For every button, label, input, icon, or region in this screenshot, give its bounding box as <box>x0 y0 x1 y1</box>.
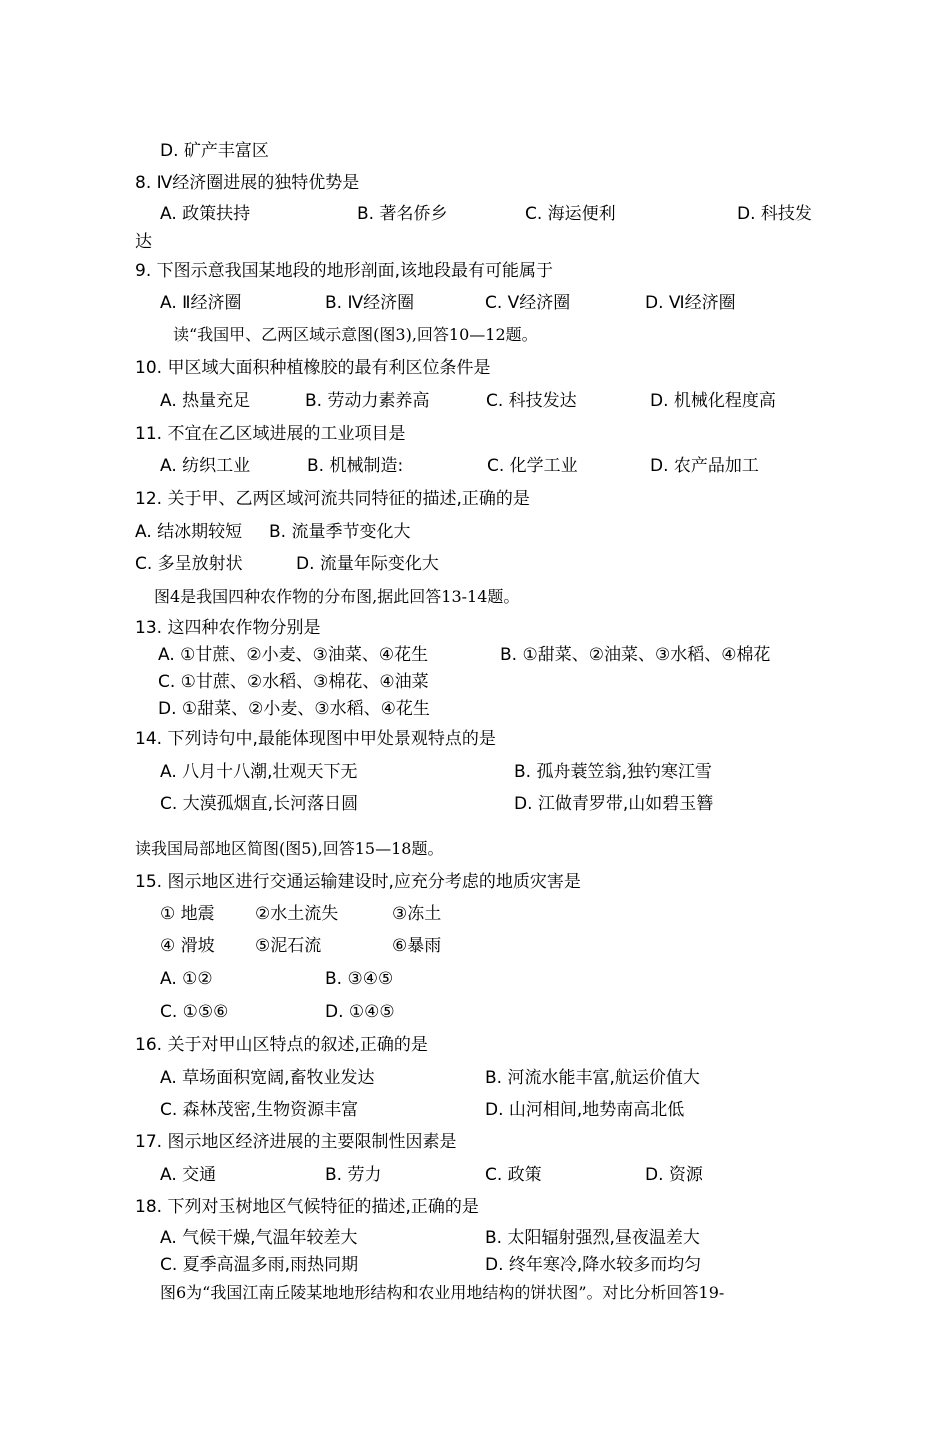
q12-option-b: B. 流量季节变化大 <box>269 522 411 542</box>
q10-option-d: D. 机械化程度高 <box>650 391 776 411</box>
q16-option-b: B. 河流水能丰富,航运价值大 <box>485 1068 700 1088</box>
q9-option-c: C. Ⅴ经济圈 <box>485 293 571 313</box>
q17-option-a: A. 交通 <box>160 1165 217 1185</box>
q12-option-d: D. 流量年际变化大 <box>296 554 439 574</box>
q18-option-a: A. 气候干燥,气温年较差大 <box>160 1228 358 1248</box>
q13-stem: 13. 这四种农作物分别是 <box>135 618 321 638</box>
q18-option-d: D. 终年寒冷,降水较多而均匀 <box>485 1255 702 1275</box>
intro-19: 图6为“我国江南丘陵某地地形结构和农业用地结构的饼状图”。对比分析回答19- <box>160 1283 725 1302</box>
q15-item-5: ⑤泥石流 <box>255 936 322 956</box>
q15-item-3: ③冻土 <box>392 904 442 924</box>
q8-option-b: B. 著名侨乡 <box>357 204 448 224</box>
q13-option-a: A. ①甘蔗、②小麦、③油菜、④花生 <box>158 645 429 665</box>
intro-13-14: 图4是我国四种农作物的分布图,据此回答13-14题。 <box>154 587 520 606</box>
q15-option-c: C. ①⑤⑥ <box>160 1002 229 1022</box>
q17-stem: 17. 图示地区经济进展的主要限制性因素是 <box>135 1132 457 1152</box>
q12-stem: 12. 关于甲、乙两区域河流共同特征的描述,正确的是 <box>135 489 530 509</box>
q8-stem: 8. Ⅳ经济圈进展的独特优势是 <box>135 173 360 193</box>
q8-option-d: D. 科技发 <box>737 204 812 224</box>
q11-stem: 11. 不宜在乙区域进展的工业项目是 <box>135 424 406 444</box>
q13-option-d: D. ①甜菜、②小麦、③水稻、④花生 <box>158 699 430 719</box>
q18-option-b: B. 太阳辐射强烈,昼夜温差大 <box>485 1228 700 1248</box>
q12-option-c: C. 多呈放射状 <box>135 554 243 574</box>
q14-option-c: C. 大漠孤烟直,长河落日圆 <box>160 794 359 814</box>
q8-option-d-wrap: 达 <box>135 232 152 252</box>
q13-option-c: C. ①甘蔗、②水稻、③棉花、④油菜 <box>158 672 429 692</box>
q15-option-a: A. ①② <box>160 969 213 989</box>
q13-option-b: B. ①甜菜、②油菜、③水稻、④棉花 <box>500 645 771 665</box>
q14-option-d: D. 江做青罗带,山如碧玉簪 <box>514 794 714 814</box>
q10-option-c: C. 科技发达 <box>486 391 577 411</box>
q16-option-a: A. 草场面积宽阔,畜牧业发达 <box>160 1068 375 1088</box>
q10-option-b: B. 劳动力素养高 <box>305 391 430 411</box>
q14-option-b: B. 孤舟蓑笠翁,独钓寒江雪 <box>514 762 712 782</box>
q14-stem: 14. 下列诗句中,最能体现图中甲处景观特点的是 <box>135 729 496 749</box>
q10-stem: 10. 甲区域大面积种植橡胶的最有利区位条件是 <box>135 358 491 378</box>
q8-option-c: C. 海运便利 <box>525 204 616 224</box>
q12-option-a: A. 结冰期较短 <box>135 522 243 542</box>
q15-item-4: ④ 滑坡 <box>160 936 215 956</box>
q17-option-b: B. 劳力 <box>325 1165 382 1185</box>
q16-option-d: D. 山河相间,地势南高北低 <box>485 1100 685 1120</box>
intro-15-18: 读我国局部地区简图(图5),回答15—18题。 <box>135 839 444 858</box>
q9-stem: 9. 下图示意我国某地段的地形剖面,该地段最有可能属于 <box>135 261 554 281</box>
q18-stem: 18. 下列对玉树地区气候特征的描述,正确的是 <box>135 1197 479 1217</box>
q10-option-a: A. 热量充足 <box>160 391 251 411</box>
intro-10-12: 读“我国甲、乙两区域示意图(图3),回答10—12题。 <box>173 325 538 344</box>
q9-option-b: B. Ⅳ经济圈 <box>325 293 415 313</box>
q17-option-c: C. 政策 <box>485 1165 542 1185</box>
q18-option-c: C. 夏季高温多雨,雨热同期 <box>160 1255 359 1275</box>
q11-option-d: D. 农产品加工 <box>650 456 759 476</box>
q15-option-d: D. ①④⑤ <box>325 1002 395 1022</box>
q14-option-a: A. 八月十八潮,壮观天下无 <box>160 762 358 782</box>
q15-stem: 15. 图示地区进行交通运输建设时,应充分考虑的地质灾害是 <box>135 872 581 892</box>
q8-option-a: A. 政策扶持 <box>160 204 251 224</box>
q16-stem: 16. 关于对甲山区特点的叙述,正确的是 <box>135 1035 428 1055</box>
q9-option-d: D. Ⅵ经济圈 <box>645 293 736 313</box>
q11-option-a: A. 纺织工业 <box>160 456 251 476</box>
q16-option-c: C. 森林茂密,生物资源丰富 <box>160 1100 359 1120</box>
q11-option-b: B. 机械制造: <box>307 456 404 476</box>
q9-option-a: A. Ⅱ经济圈 <box>160 293 242 313</box>
q15-item-2: ②水土流失 <box>255 904 339 924</box>
q11-option-c: C. 化学工业 <box>487 456 578 476</box>
q17-option-d: D. 资源 <box>645 1165 703 1185</box>
q15-item-6: ⑥暴雨 <box>392 936 442 956</box>
q15-option-b: B. ③④⑤ <box>325 969 394 989</box>
q15-item-1: ① 地震 <box>160 904 215 924</box>
q7-option-d: D. 矿产丰富区 <box>160 141 269 161</box>
